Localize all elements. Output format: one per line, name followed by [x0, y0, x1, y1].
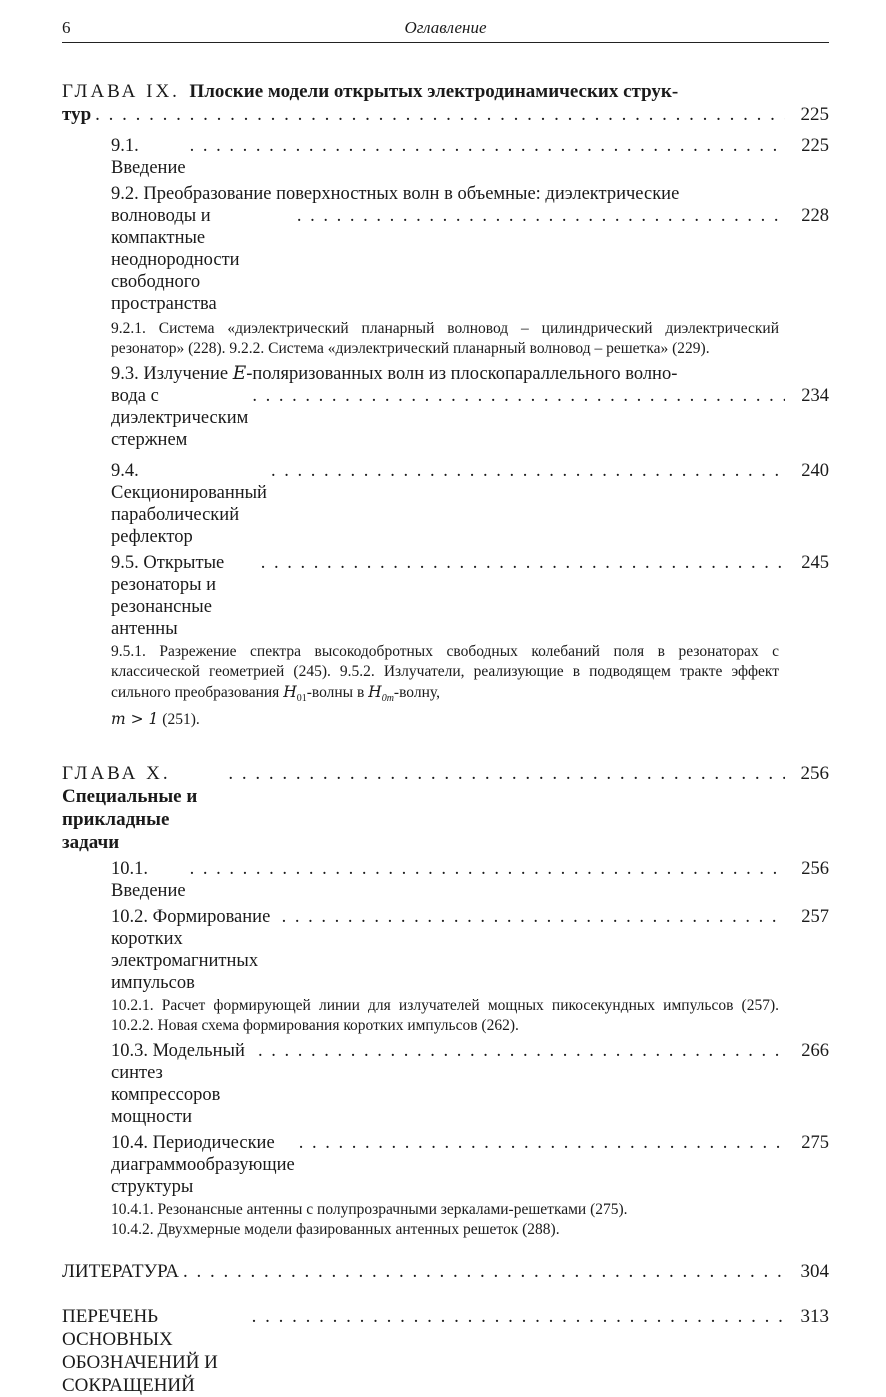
- section-10-3-title: 10.3. Модельный синтез компрессоров мощности: [111, 1041, 245, 1128]
- chapter-9-title-line1: [62, 80, 829, 103]
- section-9-3-suffix: -поляризованных волн из плоскопараллельного волно-: [246, 364, 678, 384]
- subsection-10-4-1: 10.4.1. Резонансные антенны с полупрозрачными зеркалами-решетками (275).: [111, 1201, 628, 1219]
- section-9-4-page: 240: [801, 461, 829, 481]
- literature-page: 304: [800, 1261, 829, 1283]
- section-9-4[interactable]: [62, 460, 829, 548]
- page-header: [62, 14, 829, 43]
- running-title: Оглавление: [404, 18, 487, 37]
- leader-dots: [95, 103, 785, 126]
- leader-dots: [258, 1040, 785, 1062]
- section-9-2-title-line1: 9.2. Преобразование поверхностных волн в объемные: диэлектрические: [111, 184, 680, 204]
- subsections-10-4: [62, 1200, 829, 1240]
- literature-title: ЛИТЕРАТУРА: [62, 1261, 179, 1283]
- notation-page: 313: [800, 1306, 829, 1328]
- section-10-2[interactable]: [62, 906, 829, 994]
- subsections-9-5-text-c: -волну,: [393, 684, 440, 701]
- leader-dots: [271, 460, 785, 482]
- section-9-5[interactable]: [62, 552, 829, 640]
- page-number: 6: [62, 18, 71, 37]
- chapter-9-page: 225: [800, 104, 829, 125]
- leader-dots: [183, 1260, 785, 1283]
- leader-dots: [190, 858, 785, 880]
- subsections-9-5-text-e: (251).: [158, 711, 200, 729]
- section-9-3[interactable]: [62, 363, 829, 451]
- section-9-2[interactable]: [62, 183, 829, 315]
- section-10-3-page: 266: [801, 1041, 829, 1062]
- section-10-1-title: 10.1. Введение: [111, 859, 186, 902]
- subsections-10-2: 10.2.1. Расчет формирующей линии для излучателей мощных пикосекундных импульсов (257). 10.2.2. Новая схема формирования коротких импульсов (262).: [111, 997, 779, 1035]
- section-9-3-prefix: 9.3. Излучение: [111, 364, 233, 384]
- section-9-3-page: 234: [801, 386, 829, 406]
- leader-dots: [252, 1305, 785, 1328]
- chapter-9-title: Плоские модели открытых электродинамических струк-: [189, 81, 679, 102]
- section-10-4-page: 275: [801, 1133, 829, 1154]
- math-h01: H: [283, 683, 297, 701]
- leader-dots: [282, 906, 785, 928]
- section-9-4-title: 9.4. Секционированный параболический рефлектор: [111, 461, 267, 547]
- notation-title: ПЕРЕЧЕНЬ ОСНОВНЫХ ОБОЗНАЧЕНИЙ И СОКРАЩЕНИЙ: [62, 1306, 218, 1397]
- subsection-10-4-2: 10.4.2. Двухмерные модели фазированных антенных решеток (288).: [111, 1221, 560, 1239]
- chapter-10-page: 256: [800, 763, 829, 785]
- math-h0m-sub: 0m: [381, 693, 394, 705]
- section-9-3-title-line1: [111, 363, 829, 385]
- section-9-2-page: 228: [801, 206, 829, 226]
- section-10-1[interactable]: [62, 858, 829, 902]
- leader-dots: [228, 762, 785, 785]
- chapter-10-entry[interactable]: [62, 762, 829, 854]
- leader-dots: [252, 385, 785, 407]
- section-10-4[interactable]: [62, 1132, 829, 1198]
- chapter-9-label: ГЛАВА IX.: [62, 81, 180, 102]
- section-10-4-title: 10.4. Периодические диаграммообразующие структуры: [111, 1133, 295, 1198]
- literature-entry[interactable]: [62, 1260, 829, 1283]
- leader-dots: [261, 552, 785, 574]
- section-10-2-title: 10.2. Формирование коротких электромагнитных импульсов: [111, 907, 271, 994]
- section-10-3[interactable]: [62, 1040, 829, 1128]
- section-9-1-page: 225: [801, 136, 829, 156]
- table-of-contents: [62, 80, 829, 1397]
- math-h0m: H: [368, 683, 382, 701]
- leader-dots: [297, 205, 785, 227]
- subsections-9-5: [62, 642, 829, 730]
- subsections-9-2: 9.2.1. Система «диэлектрический планарный волновод – цилиндрический диэлектрический резонатор» (228). 9.2.2. Система «диэлектрический планарный волновод – решетка» (229).: [111, 320, 779, 357]
- chapter-10-heading: [62, 762, 224, 854]
- chapter-9-entry[interactable]: [62, 80, 829, 126]
- leader-dots: [299, 1132, 785, 1154]
- section-10-2-page: 257: [801, 907, 829, 928]
- section-9-2-title-line2: волноводы и компактные неоднородности свободного пространства: [111, 206, 240, 314]
- section-9-5-title: 9.5. Открытые резонаторы и резонансные антенны: [111, 553, 225, 639]
- section-9-1-title: 9.1. Введение: [111, 136, 186, 178]
- chapter-9-title-cont: тур: [62, 104, 92, 125]
- subsections-9-5-text-a: 9.5.1. Разрежение спектра высокодобротных свободных колебаний поля в резонаторах с классической геометрией (245). 9.5.2. Излучатели, реализующие в подводящем тракте эффект сильного преобразования: [111, 643, 779, 701]
- section-9-1[interactable]: [62, 135, 829, 179]
- chapter-10-label: ГЛАВА X.: [62, 763, 171, 785]
- section-9-5-page: 245: [801, 553, 829, 573]
- section-10-1-page: 256: [801, 859, 829, 880]
- subsections-9-5-text-b: -волны в: [306, 684, 369, 701]
- chapter-10-title: Специальные и прикладные задачи: [62, 786, 198, 854]
- section-9-3-title-line2: вода с диэлектрическим стержнем: [111, 386, 249, 450]
- math-e: E: [232, 363, 247, 384]
- leader-dots: [190, 135, 785, 157]
- math-h01-sub: 01: [296, 693, 307, 705]
- notation-entry[interactable]: [62, 1305, 829, 1397]
- math-m-gt-1: m > 1: [111, 710, 159, 729]
